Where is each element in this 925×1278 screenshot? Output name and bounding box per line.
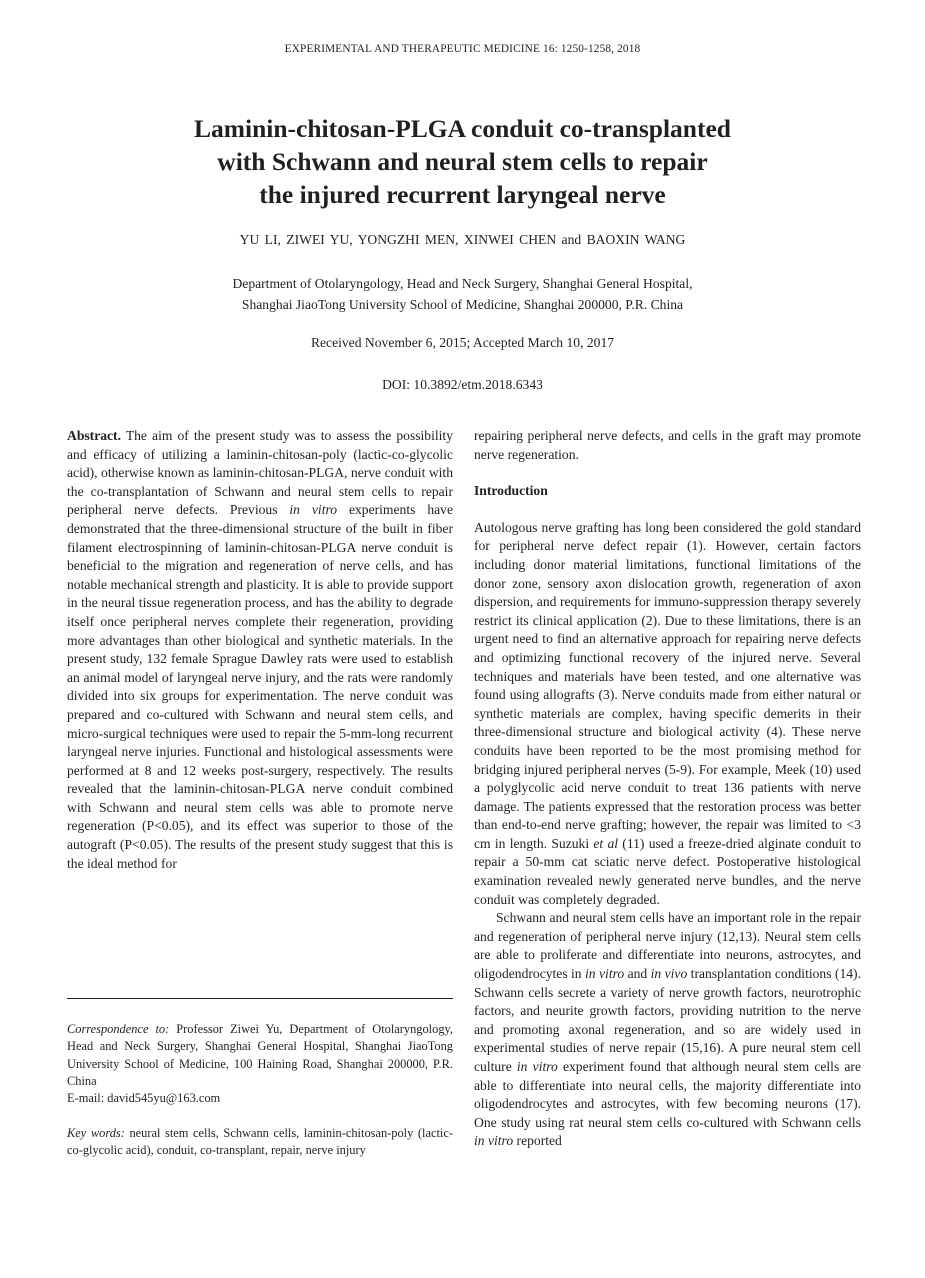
footnote-divider (67, 998, 453, 999)
intro-paragraph-1: Autologous nerve grafting has long been considered the gold standard for peripheral nerve defect repair (1). However, certain factors including donor material limitations, functional limitations of the donor zone, sensory axon dislocation growth, regeneration of axon dispersion, and requirements for immuno-suppression therapy severely restrict its clinical application (2). Due to these limitations, there is an urgent need to find an alternative approach for repairing nerve defects and optimizing functional recovery of the injured nerve. Several techniques and materials have been tested, and one alternative was found using allografts (3). Nerve conduits made from either natural or synthetic materials are complex, having specific demerits in their three-dimensional structure and biological activity (4). These nerve conduits have been reported to be the most promising method for bridging injured peripheral nerves (5-9). For example, Meek (10) used a polyglycolic acid nerve conduit to treat 136 patients with nerve damage. The patients expressed that the restoration process was better than end-to-end nerve grafting; however, the repair was limited to <3 cm in length. Suzuki et al (11) used a freeze-dried alginate conduit to repair a 50-mm cat sciatic nerve defect. Postoperative histological examination revealed newly generated nerve bundles, and the nerve conduit was completely degraded. (474, 519, 861, 907)
affiliation-line: Department of Otolaryngology, Head and Neck Surgery, Shanghai General Hospital, (232, 276, 693, 291)
abstract-label: Abstract. (67, 428, 121, 443)
section-heading-introduction: Introduction (474, 483, 548, 499)
left-column (67, 427, 453, 873)
article-title (100, 112, 825, 211)
title-line: with Schwann and neural stem cells to repair (217, 147, 708, 176)
affiliation-line: Shanghai JiaoTong University School of Medicine, Shanghai 200000, P.R. China (241, 297, 684, 312)
running-head: EXPERIMENTAL AND THERAPEUTIC MEDICINE 16: 1250-1258, 2018 (284, 43, 641, 55)
correspondence-email: E-mail: david545yu@163.com (67, 1091, 221, 1106)
affiliation (0, 273, 925, 315)
intro-paragraph-2: Schwann and neural stem cells have an important role in the repair and regeneration of peripheral nerve injury (12,13). Neural stem cells are able to proliferate and differentiate into neurons, astrocytes, and oligodendrocytes in in vitro and in vivo transplantation conditions (14). Schwann cells secrete a variety of nerve growth factors, neurotrophic factors, and neurite growth factors, providing nutrition to the nerve and promoting axonal regeneration, and so are widely used in experimental studies of nerve repair (15,16). A pure neural stem cell culture in vitro experiment found that although neural stem cells are able to differentiate into neural cells, the majority differentiate into oligodendrocytes and astrocytes, with few becoming neurons (17). One study using rat neural stem cells co-cultured with Schwann cells in vitro reported (474, 910, 861, 1149)
title-line: the injured recurrent laryngeal nerve (259, 180, 666, 209)
title-line: Laminin-chitosan-PLGA conduit co-transplanted (194, 114, 731, 143)
abstract-continuation: repairing peripheral nerve defects, and cells in the graft may promote nerve regeneration. (474, 428, 861, 462)
right-column (474, 427, 861, 1151)
abstract: Abstract. The aim of the present study was to assess the possibility and efficacy of utilizing a laminin-chitosan-poly (lactic-co-glycolic acid), otherwise known as laminin-chitosan-PLGA, nerve conduit with the co-transplantation of Schwann and neural stem cells to repair peripheral nerve defects. Previous in vitro experiments have demonstrated that the three-dimensional structure of the built in fiber filament electrospinning of laminin-chitosan-PLGA nerve conduit is beneficial to the migration and regeneration of nerve cells, and has notable mechanical strength and plasticity. It is able to provide support in the neural tissue regeneration process, and has the ability to degrade itself once peripheral nerves complete their regeneration, providing more advantages than other biological and synthetic materials. In the present study, 132 female Sprague Dawley rats were used to establish an animal model of laryngeal nerve injury, and the rats were randomly divided into six groups for experimentation. The nerve conduit was prepared and co-cultured with Schwann and neural stem cells, and micro-surgical techniques were used to repair the 5-mm-long recurrent laryngeal nerve injuries. Functional and histological assessments were performed at 8 and 12 weeks post-surgery, respectively. The results revealed that the laminin-chitosan-PLGA nerve conduit combined with Schwann and neural stem cells was able to promote nerve regeneration (P<0.05), and its effect was superior to those of the autograft (P<0.05). The results of the present study suggest that this is the ideal method for (67, 428, 453, 871)
keywords-label: Key words: (67, 1126, 125, 1140)
keywords: Key words: neural stem cells, Schwann cells, laminin-chitosan-poly (lactic-co-glycolic acid), conduit, co-transplant, repair, nerve injury (67, 1126, 453, 1158)
correspondence-label: Correspondence to: (67, 1022, 170, 1036)
received-accepted-dates: Received November 6, 2015; Accepted March 10, 2017 (310, 335, 615, 350)
author-list: YU LI, ZIWEI YU, YONGZHI MEN, XINWEI CHEN and BAOXIN WANG (239, 232, 686, 247)
correspondence: Correspondence to: Professor Ziwei Yu, Department of Otolaryngology, Head and Neck Surgery, Shanghai General Hospital, Shanghai JiaoTong University School of Medicine, 100 Haining Road, Shanghai 200000, P.R. China E-mail: david545yu@163.com (67, 1021, 453, 1107)
doi: DOI: 10.3892/etm.2018.6343 (382, 377, 543, 392)
